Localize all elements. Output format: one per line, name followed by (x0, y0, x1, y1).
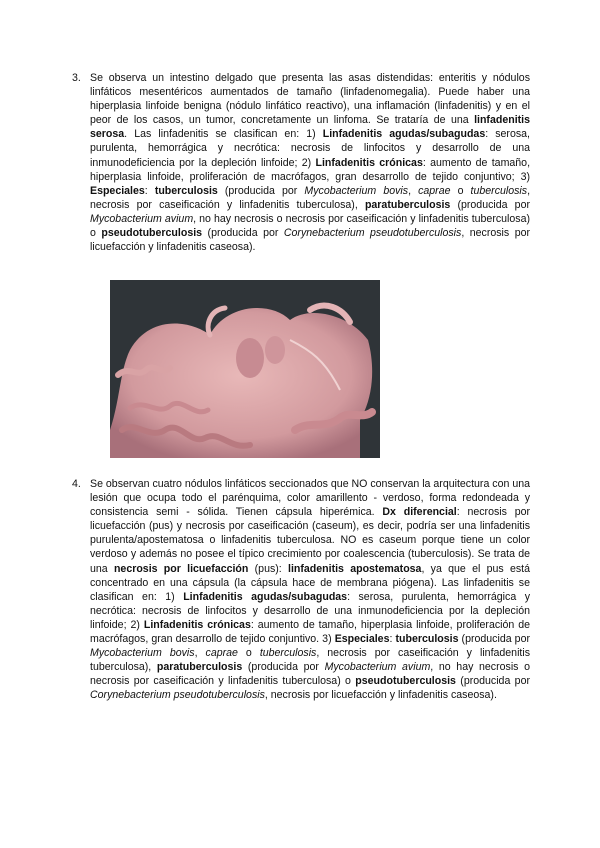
italic-term: caprae (205, 647, 238, 660)
item-paragraph (90, 477, 530, 703)
text-run: : (389, 633, 396, 646)
item-number: 4. (72, 478, 81, 490)
italic-term: caprae (418, 184, 451, 197)
list-item-3 (72, 71, 531, 254)
bold-term: Linfadenitis crónicas (315, 156, 423, 169)
text-run: (producida por (450, 198, 530, 211)
text-run: Se observa un intestino delgado que presenta las asas distendidas: enteritis y nódulos linfáticos mesentéricos aumentados de tamaño (linfadenomegalia). Puede haber una hiperplasia linfoide benigna (nódulo linfático reactivo), una inflamación (linfadenitis) y en el peor de los casos, un tumor, concretamente un linfoma. Se trataría de una (90, 72, 530, 127)
bold-term: paratuberculosis (364, 198, 451, 211)
item-number: 3. (72, 72, 81, 84)
bold-term: Especiales (90, 184, 145, 197)
bold-term: Dx diferencial (382, 506, 457, 519)
text-run: o (450, 184, 471, 197)
text-run: , (194, 647, 206, 660)
italic-term: tuberculosis (259, 647, 317, 660)
bold-term: Linfadenitis agudas/subagudas (183, 590, 348, 603)
text-run: (pus): (248, 562, 289, 575)
text-run: (producida por (202, 227, 284, 240)
bold-term: pseudotuberculosis (355, 675, 456, 688)
text-run: (producida por (455, 675, 530, 688)
text-run: (producida por (217, 184, 305, 197)
text-run: o (237, 647, 260, 660)
italic-term: Corynebacterium pseudotuberculosis (90, 689, 265, 702)
italic-term: Mycobacterium bovis (304, 184, 409, 197)
bold-term: linfadenitis apostematosa (288, 562, 422, 575)
italic-term: Mycobacterium bovis (90, 647, 195, 660)
text-run: : serosa, purulenta, hemorrágica y necrótica: necrosis de linfocitos y desarrollo de una inmunodeficiencia por la depleción linfoide; 2) (90, 128, 530, 169)
text-run: , ya que el pus está concentrado en una cápsula (la cápsula hace de membrana piógena). Las linfadenitis se clasifican en: 1) (90, 562, 530, 603)
text-run: : (144, 184, 155, 197)
text-run: Se observan cuatro nódulos linfáticos seccionados que NO conservan la arquitectura con una lesión que ocupa todo el parénquima, color amarillento - verdoso, forma redondeada y consistencia semi - sólida. Tienen cápsula hiperémica. (90, 478, 530, 519)
text-run: (producida por (458, 633, 530, 646)
bold-term: Especiales (334, 633, 390, 646)
text-run: : aumento de tamaño, hiperplasia linfoide, proliferación de macrófagos, gran desarrollo de tejido conjuntivo; 3) (90, 156, 531, 183)
bold-term: necrosis por licuefacción (113, 562, 249, 575)
list-item-4 (72, 477, 531, 703)
text-run: , no hay necrosis o necrosis por caseificación y linfadenitis tuberculosa) o (90, 212, 531, 240)
text-run: , necrosis por caseificación y linfadenitis tuberculosa), (90, 184, 531, 211)
intestine-photo (110, 280, 380, 458)
text-run: , (408, 184, 419, 197)
bold-term: Linfadenitis crónicas (143, 618, 251, 631)
bold-term: pseudotuberculosis (101, 227, 203, 240)
text-run: : necrosis por licuefacción (pus) y necrosis por caseificación (caseum), es decir, podría ser una linfadenitis purulenta/apostematosa o linfadenitis tuberculosa. NO es caseum porque tiene un color verdoso y además no posee el típico crecimiento por coalescencia (tuberculosis). Se trata de una (90, 506, 531, 575)
text-run: . Las linfadenitis se clasifican en: 1) (124, 128, 323, 141)
text-run: , no hay necrosis o necrosis por caseificación y linfadenitis tuberculosa) o (90, 661, 531, 688)
italic-term: Corynebacterium pseudotuberculosis (283, 227, 462, 240)
bold-term: tuberculosis (395, 633, 459, 646)
text-run: (producida por (242, 661, 325, 674)
bold-term: linfadenitis serosa (90, 114, 530, 141)
text-run: , necrosis por licuefacción y linfadenitis caseosa). (90, 227, 531, 254)
text-run: , necrosis por licuefacción y linfadenitis caseosa). (264, 689, 497, 702)
text-run: , necrosis por caseificación y linfadenitis tuberculosa), (90, 647, 531, 674)
text-run: : aumento de tamaño, hiperplasia linfoide, proliferación de macrófagos, gran desarrollo de tejido conjuntivo. 3) (90, 618, 531, 646)
item-paragraph (90, 71, 530, 254)
italic-term: tuberculosis (470, 184, 528, 197)
bold-term: tuberculosis (154, 184, 218, 197)
intestine-illustration (110, 280, 380, 458)
text-run: : serosa, purulenta, hemorrágica y necrótica: necrosis de linfocitos y desarrollo de una inmunodeficiencia por la depleción linfoide; 2) (90, 590, 531, 631)
bold-term: Linfadenitis agudas/subagudas (322, 128, 486, 141)
italic-term: Mycobacterium avium (324, 661, 431, 674)
bold-term: paratuberculosis (156, 661, 243, 674)
italic-term: Mycobacterium avium (90, 212, 194, 225)
